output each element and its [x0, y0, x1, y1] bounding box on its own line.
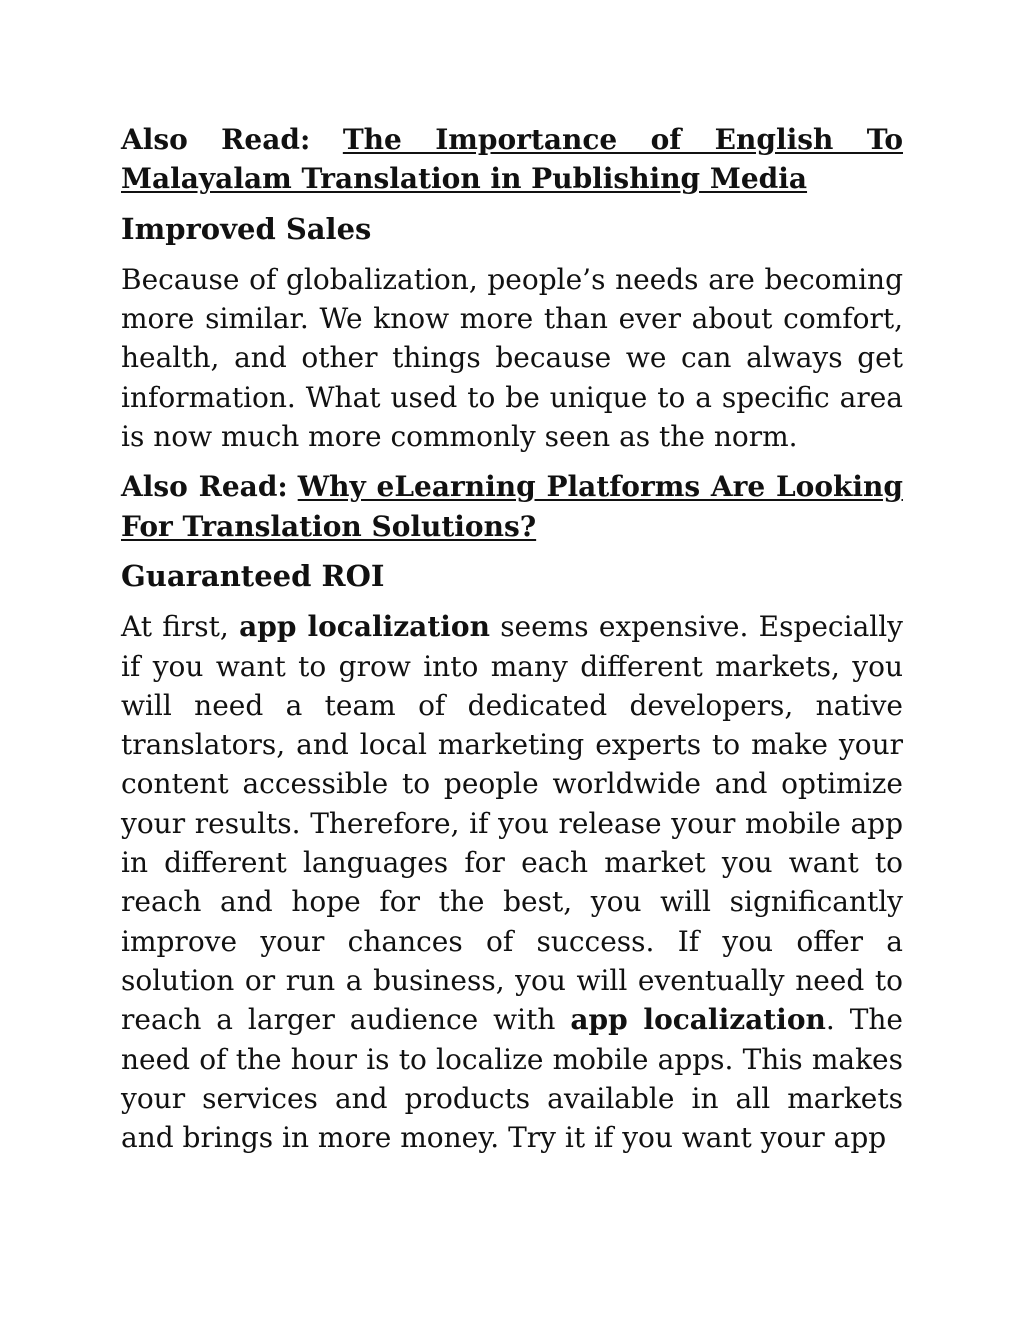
bold-term-app-localization: app localization [239, 610, 490, 644]
body-text: At first, [121, 610, 229, 644]
section-body-improved-sales: Because of globalization, people’s needs are becoming more similar. We know more than ever about comfort, health, and other things because we can always get information. What used to be unique to a specific area is now much more commonly seen as the norm. [121, 262, 903, 454]
also-read-label: Also Read: [121, 123, 311, 156]
body-text: seems expensive. Especially if you want to grow into many different markets, you will need a team of dedicated developers, native translators, and local marketing experts to make your content accessible to people worldwide and optimize your results. Therefore, if you release your mobile app in different languages for each market you want to reach and hope for the best, you will significantly improve your chances of success. If you offer a solution or run a business, you will eventually need to reach a larger audience with [121, 610, 903, 1037]
section-heading-improved-sales: Improved Sales [121, 211, 372, 246]
also-read-paragraph [121, 120, 903, 199]
bold-term-app-localization: app localization [570, 1003, 826, 1037]
also-read-link-elearning-translation[interactable]: Why eLearning Platforms Are Looking For Translation Solutions? [121, 470, 903, 543]
section-body-guaranteed-roi [121, 607, 903, 1157]
section-heading-guaranteed-roi: Guaranteed ROI [121, 558, 385, 593]
body-text: . The need of the hour is to localize mobile apps. This makes your services and products available in all markets and brings in more money. Try it if you want your app [121, 1003, 903, 1155]
also-read-paragraph [121, 467, 903, 546]
also-read-link-malayalam-translation[interactable]: The Importance of English To Malayalam Translation in Publishing Media [121, 123, 903, 196]
also-read-label: Also Read: [121, 470, 288, 504]
document-page [121, 120, 903, 1168]
